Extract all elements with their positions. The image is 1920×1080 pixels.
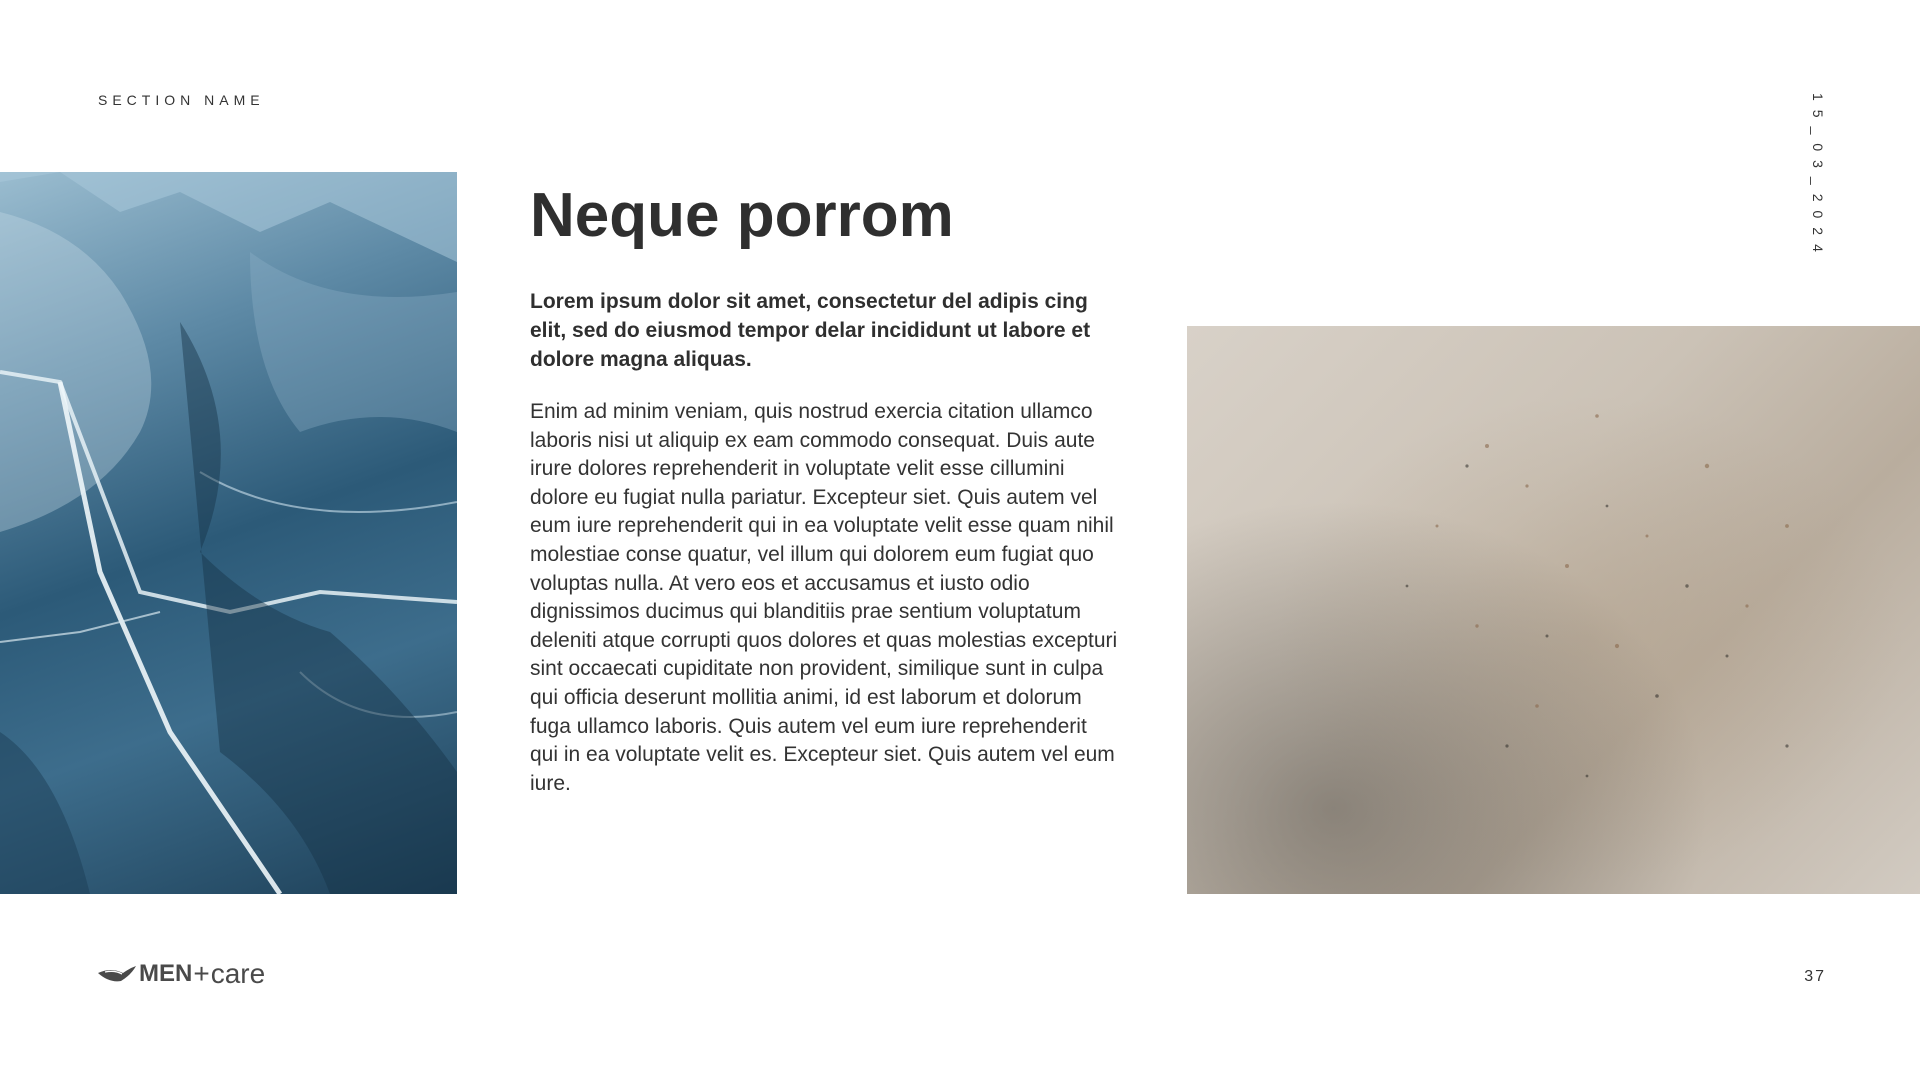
ice-photo [0,172,457,894]
body-paragraph: Enim ad minim veniam, quis nostrud exercia citation ullamco laboris nisi ut aliquip ex eam commodo consequat. Duis aute irure dolores reprehenderit in voluptate velit esse cillumini dolore eu fugiat nulla pariatur. Excepteur siet. Quis autem vel eum iure reprehenderit qui in ea voluptate velit esse quam nihil molestiae conse quatur, vel illum qui dolorem eum fugiat quo voluptas nulla. At vero eos et accusamus et iusto odio dignissimos ducimus qui blanditiis prae sentium voluptatum deleniti atque corrupti quos dolores et quas molestias excepturi sint occaecati cupiditate non provident, similique sunt in culpa qui officia deserunt mollitia animi, id est laborum et dolorum fuga ullamco laboris. Quis autem vel eum iure reprehenderit qui in ea voluptate velit es. Excepteur siet. Quis autem vel eum iure. [530,400,1118,795]
sand-photo [1187,326,1920,894]
swoosh-logo-icon [97,963,137,985]
sand-texture-icon [1187,326,1920,894]
brand-logo [97,958,265,990]
logo-plus-text: + [193,958,210,989]
page-number: 37 [1804,968,1826,985]
section-name: SECTION NAME [98,92,265,108]
logo-care-text: care [210,958,266,989]
page-title: Neque porrom [530,181,954,250]
ice-texture-icon [0,172,457,894]
logo-men-text: MEN [139,960,193,987]
date-label: 15_03_2024 [1810,93,1826,261]
lead-paragraph: Lorem ipsum dolor sit amet, consectetur del adipis cing elit, sed do eiusmod tempor delar incididunt ut labore et dolore magna aliquas. [530,290,1091,371]
